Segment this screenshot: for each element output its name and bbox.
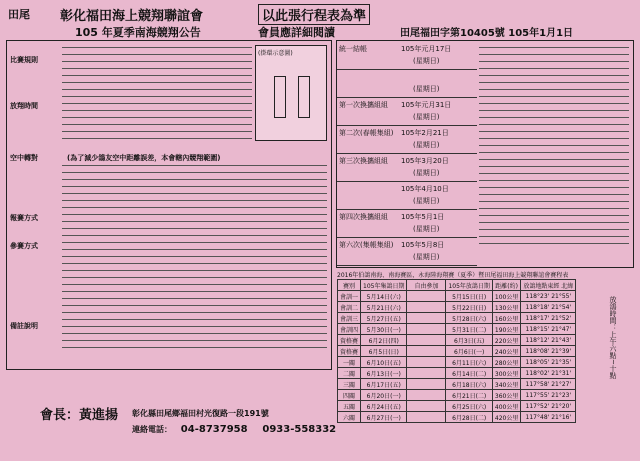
- cell-release: 5月31日(二): [446, 324, 492, 335]
- table-row: [338, 324, 576, 335]
- cell-release: 6月3日(五): [446, 335, 492, 346]
- cell-release: 6月11日(六): [446, 357, 492, 368]
- cell-release: 6月25日(六): [446, 401, 492, 412]
- phone-1: 04-8737958: [180, 424, 248, 435]
- schedule-day: (星期日): [413, 197, 440, 205]
- section-label: 比賽規則: [10, 56, 38, 64]
- cell-coord: 118°17' 21°52': [521, 313, 576, 324]
- cell-collect: 6月17日(五): [361, 379, 407, 390]
- cell-release: 6月14日(二): [446, 368, 492, 379]
- cell-collect: 6月13日(一): [361, 368, 407, 379]
- address-line: (為了減少鴿友空中距離誤差，本會轄內競翔範圍): [67, 154, 221, 162]
- cell-collect: 6月10日(五): [361, 357, 407, 368]
- schedule-date: 105年元月17日: [401, 45, 452, 53]
- schedule-event: 第三次換攜組組: [339, 157, 388, 165]
- cell-dist: 400公里: [492, 401, 520, 412]
- cell-dist: 300公里: [492, 368, 520, 379]
- schedule-event: 第一次換攜組組: [339, 101, 388, 109]
- cell-dist: 100公里: [492, 291, 520, 302]
- body-text: [62, 165, 327, 354]
- rules-box: [6, 40, 332, 370]
- cell-release: 6月21日(二): [446, 390, 492, 401]
- schedule-row: [337, 153, 477, 182]
- schedule-row: [337, 181, 477, 210]
- cell-release: 6月28日(二): [446, 412, 492, 423]
- race-caption: 2016年伯鴿南海、南海賽區，永海陸海翔賽（夏季）暨田尾福田海上競翔聯誼會賽程表: [337, 272, 569, 279]
- phone-label: 連絡電話：: [132, 425, 172, 434]
- col-header: 105年放鴿日期: [446, 280, 492, 291]
- cell-race: 五關: [338, 401, 361, 412]
- cell-collect: 6月5日(日): [361, 346, 407, 357]
- footer-address: 彰化縣田尾鄉福田村光復路一段191號: [132, 409, 269, 418]
- cell-dist: 360公里: [492, 390, 520, 401]
- ring-icon: [274, 76, 286, 118]
- cell-race: 會訓三: [338, 313, 361, 324]
- cell-dist: 160公里: [492, 313, 520, 324]
- table-row: [338, 302, 576, 313]
- cell-coord: 118°08' 21°39': [521, 346, 576, 357]
- table-row: [338, 368, 576, 379]
- schedule-day: (星期日): [413, 141, 440, 149]
- schedule-day: (星期日): [413, 169, 440, 177]
- schedule-event: 第四次換攜組組: [339, 213, 388, 221]
- assoc-name: 彰化福田海上競翔聯誼會: [60, 9, 204, 24]
- cell-blank: [407, 412, 446, 423]
- schedule-date: 105年3月20日: [401, 157, 449, 165]
- col-header: 距離(約): [492, 280, 520, 291]
- cell-dist: 240公里: [492, 346, 520, 357]
- cell-race: 三關: [338, 379, 361, 390]
- cell-coord: 117°48' 21°16': [521, 412, 576, 423]
- schedule-day: (星期日): [413, 85, 440, 93]
- ring-diagram: [255, 45, 327, 141]
- cell-release: 5月15日(日): [446, 291, 492, 302]
- cell-blank: [407, 357, 446, 368]
- col-header: 自由參加: [407, 280, 446, 291]
- cell-blank: [407, 368, 446, 379]
- table-row: [338, 291, 576, 302]
- col-header: 放鴿地點東經 北緯: [521, 280, 576, 291]
- table-row: [338, 379, 576, 390]
- doc-ref: 田尾福田字第10405號 105年1月1日: [400, 28, 574, 39]
- cell-race: 會訓二: [338, 302, 361, 313]
- cell-dist: 220公里: [492, 335, 520, 346]
- diagram-label: (掛環示意圖): [258, 50, 293, 57]
- cell-race: 四關: [338, 390, 361, 401]
- schedule-box: [336, 40, 634, 268]
- table-row: [338, 390, 576, 401]
- cell-collect: 6月2日(四): [361, 335, 407, 346]
- cell-coord: 118°05' 21°35': [521, 357, 576, 368]
- col-header: 105年集鴿日期: [361, 280, 407, 291]
- table-row: [338, 412, 576, 423]
- schedule-notes: [479, 47, 629, 250]
- cell-coord: 118°02' 21°31': [521, 368, 576, 379]
- cell-collect: 6月24日(五): [361, 401, 407, 412]
- cell-dist: 130公里: [492, 302, 520, 313]
- cell-blank: [407, 313, 446, 324]
- schedule-event: 第六次(集帳集組): [339, 241, 394, 249]
- cell-race: 二關: [338, 368, 361, 379]
- cell-collect: 5月30日(一): [361, 324, 407, 335]
- schedule-row: [337, 125, 477, 154]
- table-row: [338, 401, 576, 412]
- schedule-day: (星期日): [413, 113, 440, 121]
- schedule-date: 105年5月8日: [401, 241, 445, 249]
- table-row: [338, 357, 576, 368]
- ring-icon: [298, 76, 310, 118]
- schedule-date: 105年4月10日: [401, 185, 449, 193]
- cell-blank: [407, 291, 446, 302]
- schedule-row: [337, 209, 477, 238]
- cell-collect: 5月21日(六): [361, 302, 407, 313]
- place-left: 田尾: [8, 8, 30, 21]
- cell-coord: 118°18' 21°54': [521, 302, 576, 313]
- schedule-date: 105年5月1日: [401, 213, 445, 221]
- cell-release: 5月22日(日): [446, 302, 492, 313]
- cell-collect: 6月27日(一): [361, 412, 407, 423]
- schedule-date: 105年元月31日: [401, 101, 452, 109]
- cell-race: 一關: [338, 357, 361, 368]
- cell-race: 會訓四: [338, 324, 361, 335]
- cell-race: 會訓一: [338, 291, 361, 302]
- cell-blank: [407, 379, 446, 390]
- footer-phone: [132, 424, 336, 435]
- body-text: [62, 47, 252, 145]
- cell-race: 六關: [338, 412, 361, 423]
- cell-collect: 5月14日(六): [361, 291, 407, 302]
- schedule-date: 105年2月21日: [401, 129, 449, 137]
- schedule-event: 第二次(春帳集組): [339, 129, 394, 137]
- cell-coord: 117°52' 21°20': [521, 401, 576, 412]
- cell-blank: [407, 401, 446, 412]
- chairman: 會長：黃進揚: [40, 408, 119, 423]
- cell-collect: 6月20日(一): [361, 390, 407, 401]
- race-table: [337, 279, 576, 423]
- notice-banner: 以此張行程表為準: [258, 4, 370, 25]
- schedule-day: (星期日): [413, 225, 440, 233]
- schedule-row: [337, 69, 477, 98]
- section-label: 放翔時間: [10, 102, 38, 110]
- race-table-header: [338, 280, 576, 291]
- subtitle: 105 年夏季南海競翔公告: [75, 26, 201, 39]
- cell-dist: 280公里: [492, 357, 520, 368]
- cell-release: 6月6日(一): [446, 346, 492, 357]
- cell-dist: 340公里: [492, 379, 520, 390]
- phone-2: 0933-558332: [262, 424, 337, 435]
- schedule-day: (星期日): [413, 253, 440, 261]
- schedule-day: (星期日): [413, 57, 440, 65]
- cell-coord: 117°55' 21°23': [521, 390, 576, 401]
- table-row: [338, 335, 576, 346]
- section-label: 空中轉對: [10, 154, 38, 162]
- schedule-row: [337, 237, 477, 266]
- section-label: 備註說明: [10, 322, 38, 330]
- cell-release: 5月28日(六): [446, 313, 492, 324]
- cell-race: 資格賽: [338, 346, 361, 357]
- cell-blank: [407, 346, 446, 357]
- cell-coord: 118°23' 21°55': [521, 291, 576, 302]
- cell-coord: 118°15' 21°47': [521, 324, 576, 335]
- table-row: [338, 313, 576, 324]
- col-header: 賽別: [338, 280, 361, 291]
- cell-release: 6月18日(六): [446, 379, 492, 390]
- cell-blank: [407, 302, 446, 313]
- release-time-note: 放鴿時間：上午六點~十點: [609, 296, 617, 379]
- cell-blank: [407, 390, 446, 401]
- section-label: 報賽方式: [10, 214, 38, 222]
- cell-coord: 118°12' 21°43': [521, 335, 576, 346]
- cell-blank: [407, 324, 446, 335]
- schedule-row: [337, 97, 477, 126]
- cell-blank: [407, 335, 446, 346]
- schedule-event: 統一結帳: [339, 45, 367, 53]
- member-note: 會員應詳細閱讀: [258, 26, 335, 39]
- section-label: 參賽方式: [10, 242, 38, 250]
- cell-coord: 117°58' 21°27': [521, 379, 576, 390]
- cell-race: 資格賽: [338, 335, 361, 346]
- cell-dist: 190公里: [492, 324, 520, 335]
- cell-collect: 5月27日(五): [361, 313, 407, 324]
- schedule-row: [337, 41, 477, 70]
- table-row: [338, 346, 576, 357]
- cell-dist: 420公里: [492, 412, 520, 423]
